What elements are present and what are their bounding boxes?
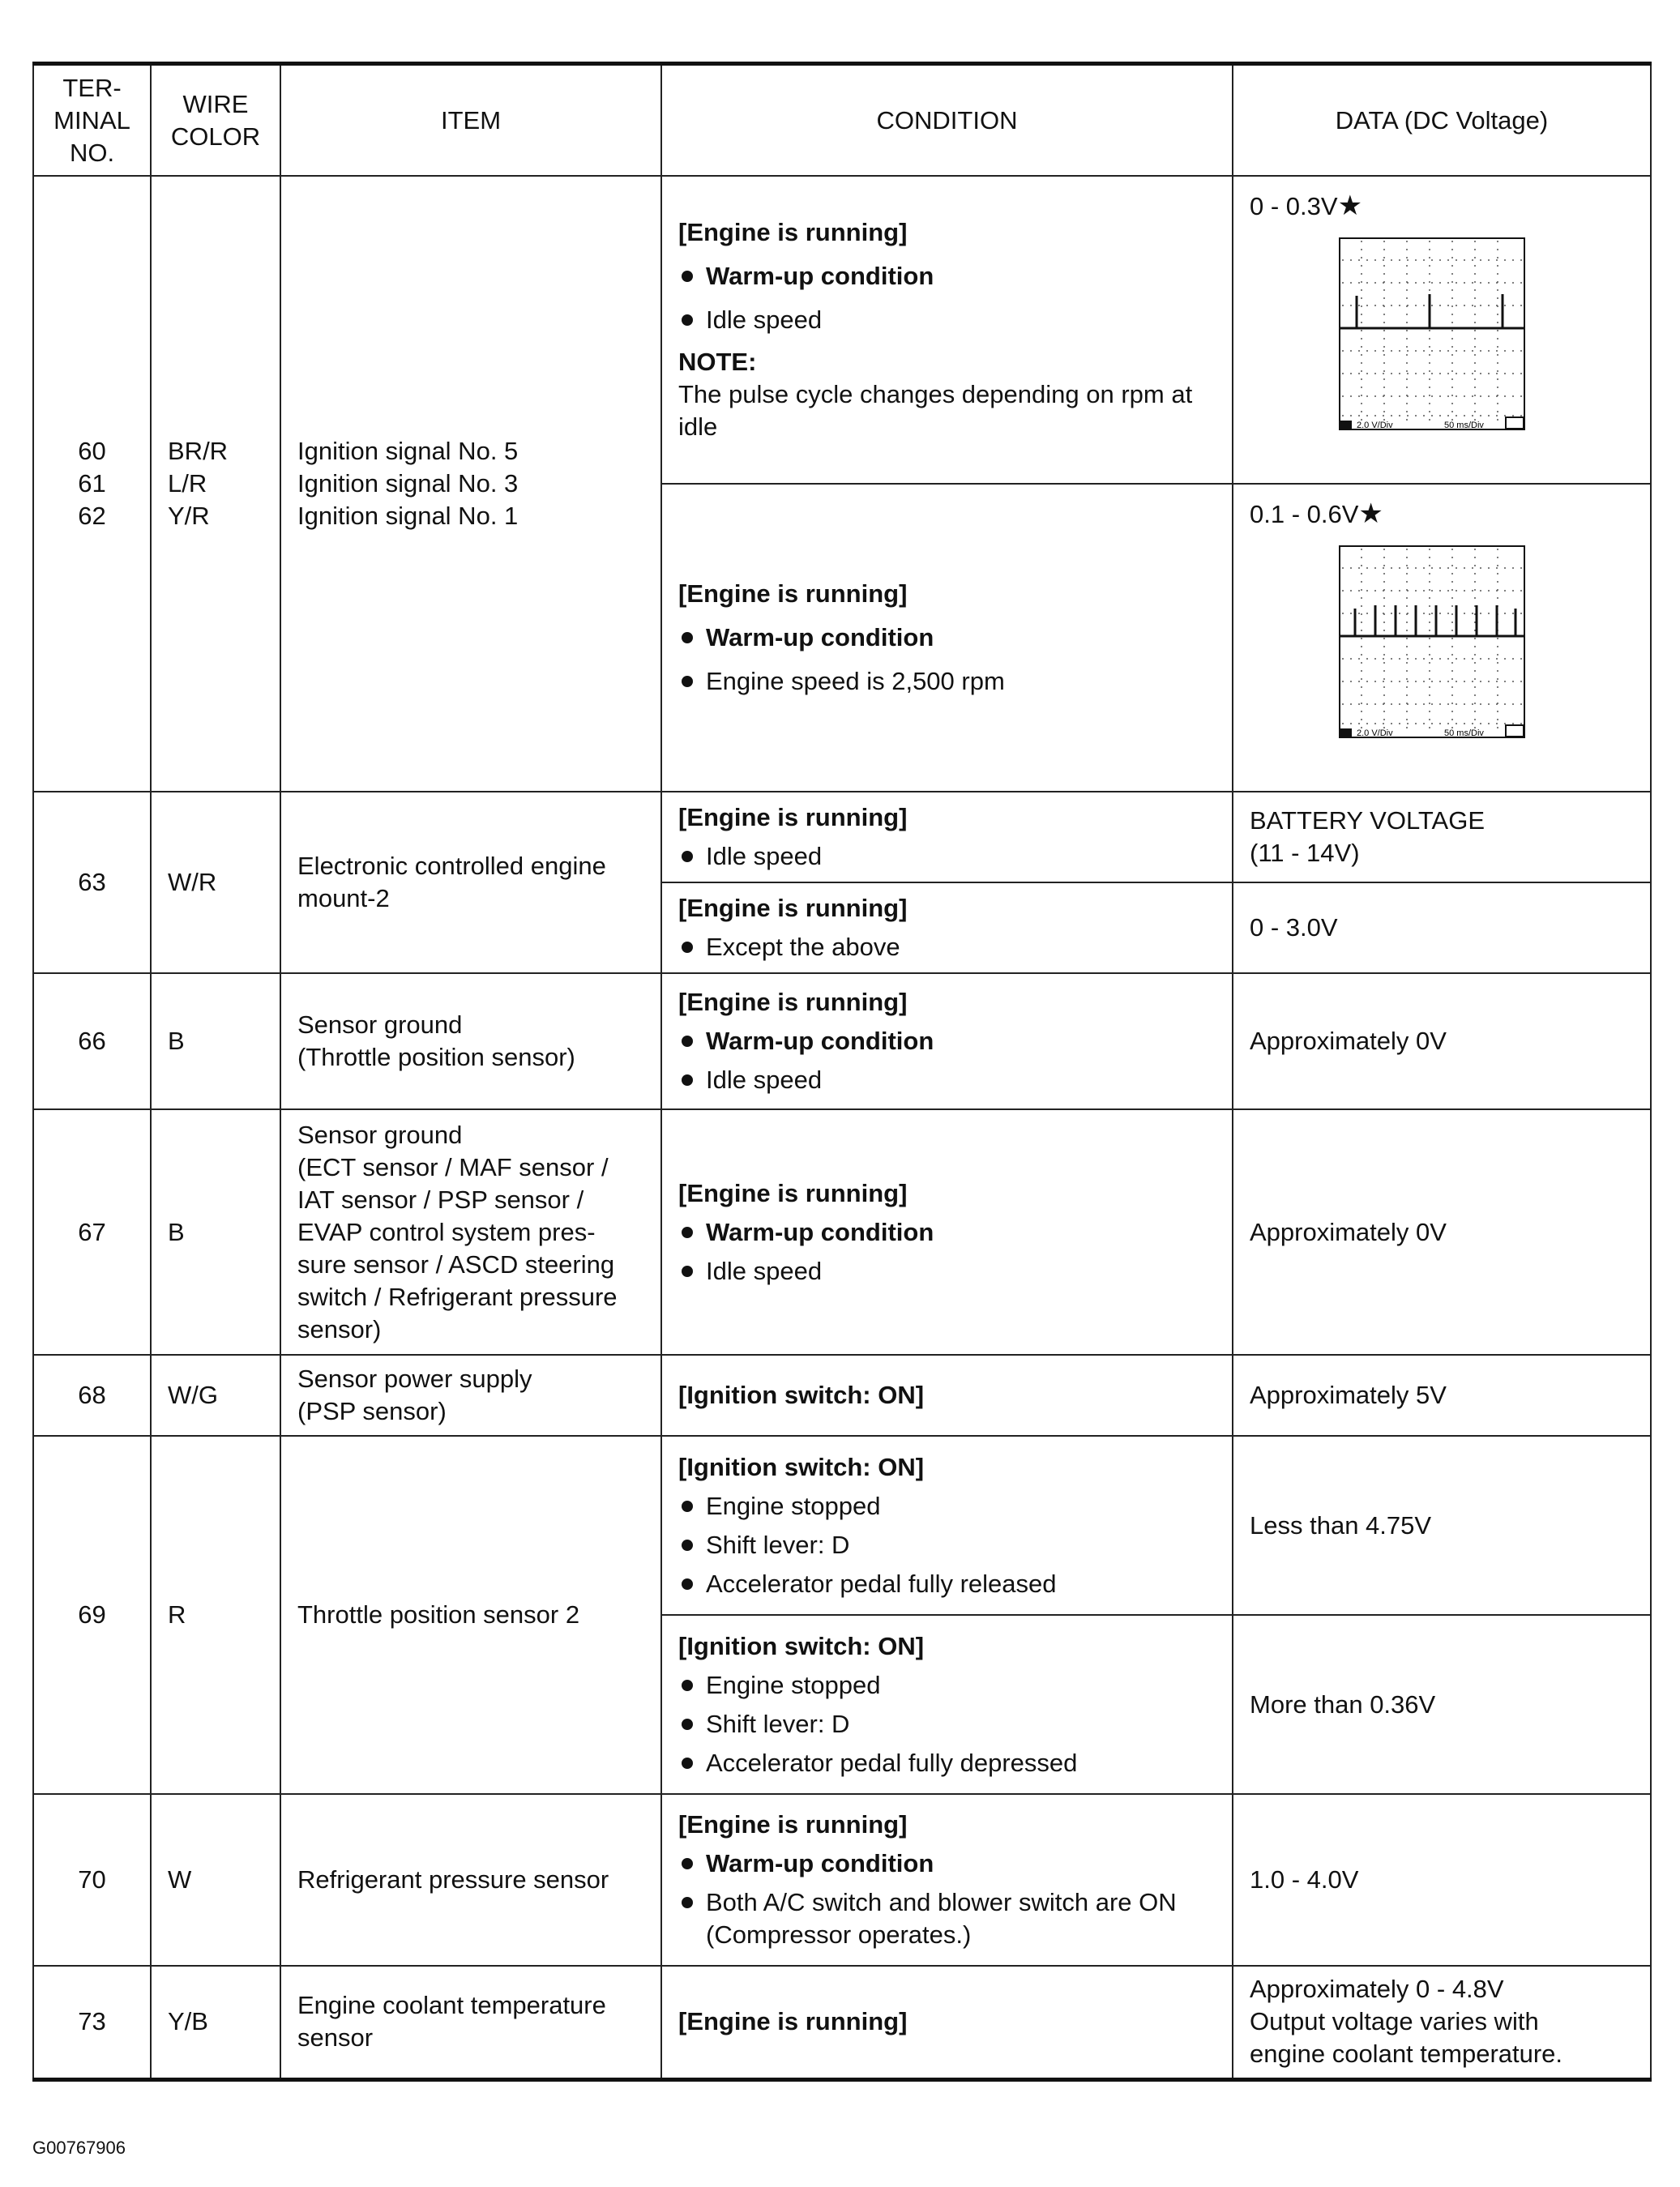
condition — [661, 1436, 1233, 1615]
data-text: 0.1 - 0.6V — [1250, 500, 1359, 528]
condition-bullet: Warm-up condition — [678, 622, 1220, 654]
condition — [661, 1966, 1233, 2079]
data-value: More than 0.36V — [1233, 1615, 1651, 1794]
condition — [661, 176, 1233, 484]
data-value: 0 - 3.0V — [1233, 882, 1651, 973]
note-head: NOTE: — [678, 348, 757, 376]
condition-head: [Engine is running] — [678, 988, 908, 1016]
terminal-no: 69 — [33, 1436, 151, 1794]
wire-color: W/R — [151, 792, 280, 973]
data-value: Less than 4.75V — [1233, 1436, 1651, 1615]
header-row — [33, 64, 1651, 177]
condition-head: [Engine is running] — [678, 1178, 908, 1207]
header-condition: CONDITION — [661, 64, 1233, 177]
item: Sensor power supply (PSP sensor) — [280, 1355, 661, 1436]
star-icon: ★ — [1337, 190, 1363, 221]
condition-head: [Ignition switch: ON] — [678, 1631, 925, 1660]
condition-bullet: Except the above — [678, 931, 1220, 963]
data-value: Approximately 5V — [1233, 1355, 1651, 1436]
item: Electronic controlled engine mount-2 — [280, 792, 661, 973]
oscilloscope-waveform-2500rpm — [1339, 545, 1525, 748]
data-value — [1233, 176, 1651, 484]
condition-head: [Engine is running] — [678, 2007, 908, 2036]
item: Sensor ground (ECT sensor / MAF sensor / IAT sensor / PSP sensor / EVAP control system pres- sure sensor / ASCD steering switch / Refrigerant pressure sensor) — [280, 1109, 661, 1355]
condition-head: [Engine is running] — [678, 803, 908, 831]
condition — [661, 1355, 1233, 1436]
note-text: The pulse cycle changes depending on rpm at idle — [678, 380, 1193, 441]
condition-bullet: Warm-up condition — [678, 1847, 1220, 1880]
condition — [661, 882, 1233, 973]
item: Ignition signal No. 5 Ignition signal No. 3 Ignition signal No. 1 — [280, 176, 661, 792]
condition-bullet: Shift lever: D — [678, 1708, 1220, 1741]
wire-color: BR/R L/R Y/R — [151, 176, 280, 792]
wire-color: W/G — [151, 1355, 280, 1436]
header-wire-color: WIRE COLOR — [151, 64, 280, 177]
data-value: 1.0 - 4.0V — [1233, 1794, 1651, 1966]
condition-head: [Ignition switch: ON] — [678, 1452, 925, 1481]
condition-head: [Engine is running] — [678, 894, 908, 922]
condition — [661, 484, 1233, 792]
scope-time-label: 50 ms/Div — [1444, 421, 1484, 430]
condition — [661, 1794, 1233, 1966]
data-value: Approximately 0V — [1233, 973, 1651, 1109]
wire-color: R — [151, 1436, 280, 1794]
condition-bullet: Warm-up condition — [678, 1216, 1220, 1249]
condition — [661, 973, 1233, 1109]
item: Refrigerant pressure sensor — [280, 1794, 661, 1966]
item: Sensor ground (Throttle position sensor) — [280, 973, 661, 1109]
condition-bullet: Engine stopped — [678, 1669, 1220, 1702]
table-row — [33, 1355, 1651, 1436]
terminal-data-table-page — [32, 62, 1650, 2082]
terminal-no: 70 — [33, 1794, 151, 1966]
star-icon: ★ — [1358, 498, 1383, 529]
table-row — [33, 176, 1651, 484]
header-terminal: TER- MINAL NO. — [33, 64, 151, 177]
table-row — [33, 1794, 1651, 1966]
data-text: 0 - 0.3V — [1250, 192, 1338, 220]
oscilloscope-waveform-idle — [1339, 237, 1525, 440]
data-value: Approximately 0 - 4.8V Output voltage varies with engine coolant temperature. — [1233, 1966, 1651, 2079]
terminal-no: 73 — [33, 1966, 151, 2079]
table-row — [33, 1436, 1651, 1615]
condition-bullet: Accelerator pedal fully depressed — [678, 1747, 1220, 1779]
wire-color: B — [151, 1109, 280, 1355]
condition — [661, 1615, 1233, 1794]
condition-head: [Engine is running] — [678, 579, 908, 608]
item: Engine coolant temperature sensor — [280, 1966, 661, 2079]
item: Throttle position sensor 2 — [280, 1436, 661, 1794]
data-value — [1233, 484, 1651, 792]
table-row — [33, 1109, 1651, 1355]
condition-head: [Engine is running] — [678, 1810, 908, 1839]
ecm-terminal-table — [32, 62, 1652, 2082]
terminal-no: 67 — [33, 1109, 151, 1355]
scope-volt-label: 2.0 V/Div — [1357, 421, 1393, 430]
condition-bullet: Shift lever: D — [678, 1529, 1220, 1561]
table-row — [33, 792, 1651, 882]
condition-bullet: Both A/C switch and blower switch are ON (Compressor operates.) — [678, 1886, 1220, 1951]
terminal-no: 66 — [33, 973, 151, 1109]
table-row — [33, 973, 1651, 1109]
condition-bullet: Idle speed — [678, 1064, 1220, 1096]
figure-id: G00767906 — [32, 2138, 126, 2158]
wire-color: W — [151, 1794, 280, 1966]
terminal-no: 60 61 62 — [33, 176, 151, 792]
condition-head: [Ignition switch: ON] — [678, 1381, 925, 1409]
condition-bullet: Warm-up condition — [678, 260, 1220, 293]
header-item: ITEM — [280, 64, 661, 177]
condition-bullet: Idle speed — [678, 840, 1220, 873]
condition-bullet: Warm-up condition — [678, 1025, 1220, 1057]
data-value: Approximately 0V — [1233, 1109, 1651, 1355]
condition-bullet: Engine stopped — [678, 1490, 1220, 1523]
condition — [661, 792, 1233, 882]
condition-head: [Engine is running] — [678, 218, 908, 246]
condition-bullet: Accelerator pedal fully released — [678, 1568, 1220, 1600]
condition-bullet: Engine speed is 2,500 rpm — [678, 665, 1220, 698]
scope-volt-label: 2.0 V/Div — [1357, 728, 1393, 738]
wire-color: Y/B — [151, 1966, 280, 2079]
condition-bullet: Idle speed — [678, 304, 1220, 336]
terminal-no: 68 — [33, 1355, 151, 1436]
condition-bullet: Idle speed — [678, 1255, 1220, 1288]
data-value: BATTERY VOLTAGE (11 - 14V) — [1233, 792, 1651, 882]
terminal-no: 63 — [33, 792, 151, 973]
scope-time-label: 50 ms/Div — [1444, 728, 1484, 738]
wire-color: B — [151, 973, 280, 1109]
header-data: DATA (DC Voltage) — [1233, 64, 1651, 177]
condition — [661, 1109, 1233, 1355]
table-row — [33, 1966, 1651, 2079]
